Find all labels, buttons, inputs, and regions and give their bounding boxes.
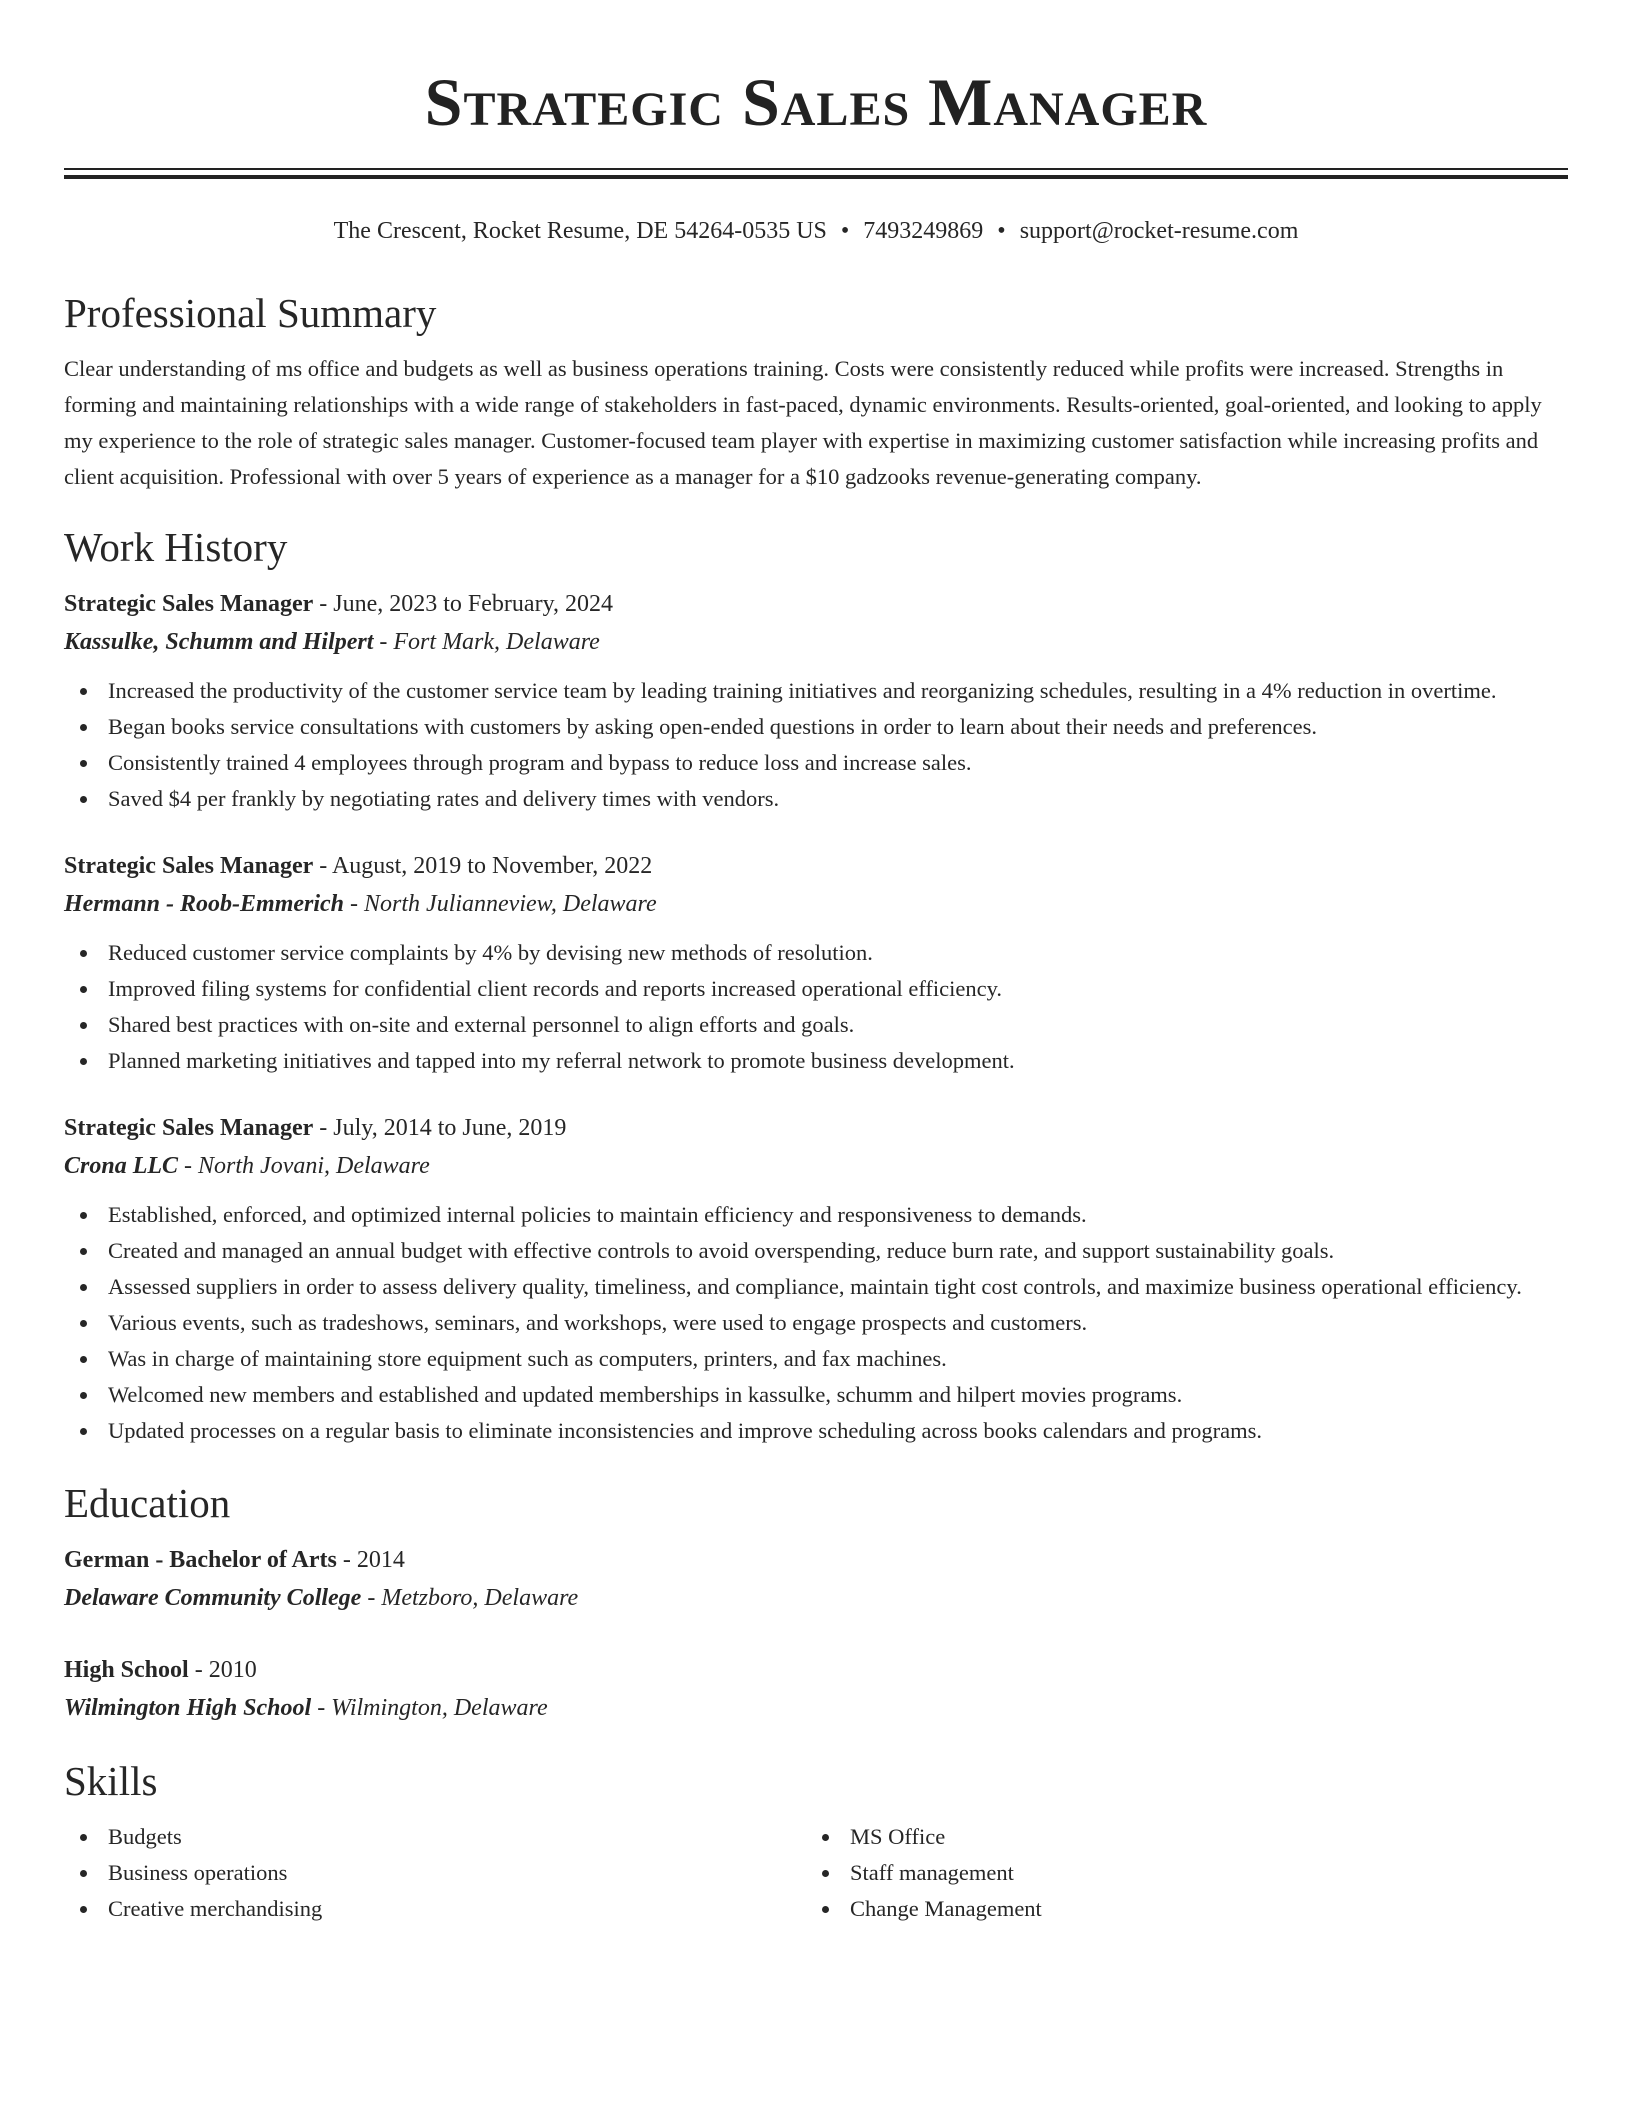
contact-line (64, 215, 1568, 247)
job-bullet: Established, enforced, and optimized internal policies to maintain efficiency and responsiveness to demands. (64, 1197, 1568, 1233)
skills-column-left (64, 1819, 806, 1927)
job-company: Kassulke, Schumm and Hilpert (64, 629, 374, 655)
skill-item: Staff management (806, 1855, 1548, 1891)
job-bullet: Consistently trained 4 employees through program and bypass to reduce loss and increase sales. (64, 745, 1568, 781)
job-bullet: Welcomed new members and established and updated memberships in kassulke, schumm and hilpert movies programs. (64, 1377, 1568, 1413)
job-bullet: Reduced customer service complaints by 4% by devising new methods of resolution. (64, 935, 1568, 971)
education-degree-line (64, 1651, 1568, 1689)
education-degree: German - Bachelor of Arts (64, 1547, 337, 1573)
skill-item: MS Office (806, 1819, 1548, 1855)
job-bullet: Was in charge of maintaining store equipment such as computers, printers, and fax machines. (64, 1341, 1568, 1377)
work-history-heading: Work History (64, 524, 288, 570)
job-bullet: Increased the productivity of the customer service team by leading training initiatives and reorganizing schedules, resulting in a 4% reduction in overtime. (64, 673, 1568, 709)
job-location: - North Jovani, Delaware (178, 1153, 430, 1179)
job-bullet: Assessed suppliers in order to assess delivery quality, timeliness, and compliance, maintain tight cost controls, and maximize business operational efficiency. (64, 1269, 1568, 1305)
title-divider (64, 168, 1568, 179)
job-bullets (64, 1197, 1568, 1449)
job-role: Strategic Sales Manager (64, 591, 314, 617)
contact-separator: • (840, 218, 850, 244)
job-dates: - August, 2019 to November, 2022 (313, 853, 653, 879)
skills-heading: Skills (64, 1758, 158, 1804)
education-school: Wilmington High School (64, 1695, 312, 1721)
skill-item: Change Management (806, 1891, 1548, 1927)
job-dates: - June, 2023 to February, 2024 (313, 591, 614, 617)
job-company: Hermann - Roob-Emmerich (64, 891, 345, 917)
job-location: - Fort Mark, Delaware (373, 629, 600, 655)
job-bullet: Saved $4 per frankly by negotiating rates and delivery times with vendors. (64, 781, 1568, 817)
job-bullet: Planned marketing initiatives and tapped into my referral network to promote business development. (64, 1043, 1568, 1079)
job-role: Strategic Sales Manager (64, 1115, 314, 1141)
summary-heading: Professional Summary (64, 290, 437, 336)
skill-item: Budgets (64, 1819, 806, 1855)
education-year: - 2010 (188, 1657, 257, 1683)
job-company-line (64, 885, 1568, 923)
job-entry (64, 847, 1568, 1079)
job-dates: - July, 2014 to June, 2019 (313, 1115, 567, 1141)
education-heading: Education (64, 1480, 231, 1526)
job-bullets (64, 935, 1568, 1079)
job-title-line (64, 1109, 1568, 1147)
job-bullet: Created and managed an annual budget with effective controls to avoid overspending, reduce burn rate, and support sustainability goals. (64, 1233, 1568, 1269)
education-degree: High School (64, 1657, 189, 1683)
contact-separator: • (997, 218, 1006, 244)
education-school: Delaware Community College (64, 1585, 362, 1611)
job-entry (64, 585, 1568, 817)
job-company-line (64, 1147, 1568, 1185)
job-bullets (64, 673, 1568, 817)
contact-phone: 7493249869 (863, 218, 984, 244)
education-school-line (64, 1689, 1568, 1727)
job-company: Crona LLC (64, 1153, 179, 1179)
resume-title: Strategic Sales Manager (424, 64, 1208, 140)
job-bullet: Updated processes on a regular basis to eliminate inconsistencies and improve scheduling across books calendars and programs. (64, 1413, 1568, 1449)
education-location: - Wilmington, Delaware (311, 1695, 548, 1721)
education-entry (64, 1541, 1568, 1617)
education-entry (64, 1651, 1568, 1727)
job-bullet: Improved filing systems for confidential client records and reports increased operational efficiency. (64, 971, 1568, 1007)
job-location: - North Julianneview, Delaware (344, 891, 657, 917)
job-title-line (64, 847, 1568, 885)
job-bullet: Shared best practices with on-site and external personnel to align efforts and goals. (64, 1007, 1568, 1043)
job-bullet: Began books service consultations with customers by asking open-ended questions in order to learn about their needs and preferences. (64, 709, 1568, 745)
job-company-line (64, 623, 1568, 661)
education-location: - Metzboro, Delaware (361, 1585, 579, 1611)
job-title-line (64, 585, 1568, 623)
resume-page (64, 0, 1568, 1927)
education-year: - 2014 (336, 1547, 405, 1573)
skill-item: Creative merchandising (64, 1891, 806, 1927)
contact-address: The Crescent, Rocket Resume, DE 54264-0535 US (333, 218, 827, 244)
job-role: Strategic Sales Manager (64, 853, 314, 879)
summary-text: Clear understanding of ms office and budgets as well as business operations training. Costs were consistently reduced while profits were increased. Strengths in forming and maintaining relationships with a wide range of stakeholders in fast-paced, dynamic environments. Results-oriented, goal-oriented, and looking to apply my experience to the role of strategic sales manager. Customer-focused team player with expertise in maximizing customer satisfaction while increasing profits and client acquisition. Professional with over 5 years of experience as a manager for a $10 gadzooks revenue-generating company. (64, 356, 1542, 489)
education-school-line (64, 1579, 1568, 1617)
education-degree-line (64, 1541, 1568, 1579)
job-bullet: Various events, such as tradeshows, seminars, and workshops, were used to engage prospects and customers. (64, 1305, 1568, 1341)
contact-email: support@rocket-resume.com (1019, 218, 1299, 244)
skills-grid (64, 1819, 1568, 1927)
skills-column-right (806, 1819, 1548, 1927)
skill-item: Business operations (64, 1855, 806, 1891)
job-entry (64, 1109, 1568, 1449)
